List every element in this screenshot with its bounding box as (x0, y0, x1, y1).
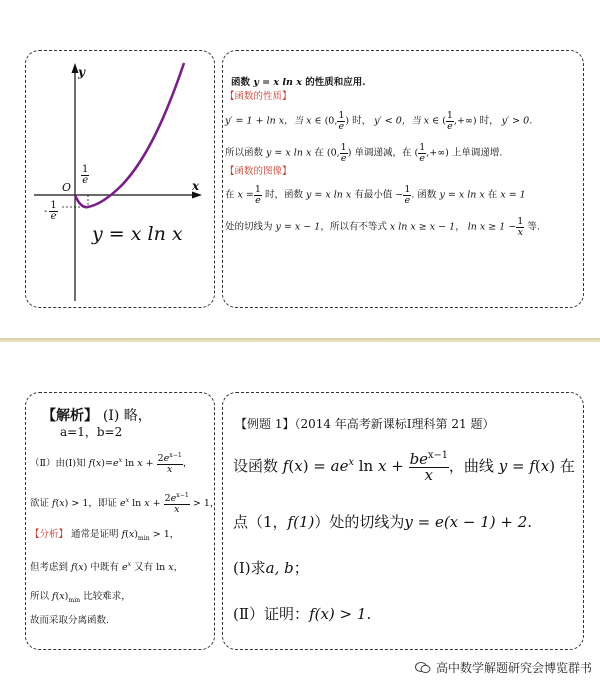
analysis-consider: 但考虑到 f(x) 中既有 $e^x$ 又有 ln x， (30, 561, 184, 574)
example-q1: (Ⅰ)求a, b； (233, 559, 309, 577)
graph-card (25, 50, 215, 308)
analysis-values: a=1，b=2 (60, 425, 123, 439)
example-card (222, 392, 584, 650)
example-line1: 设函数 $f(x) = ae^x$ ln x + $\frac{be^{x-1}}{x}$ ，曲线 y = f(x) 在 (233, 450, 575, 484)
graph-caption: y = x ln x (92, 223, 183, 245)
example-heading: 【例题 1】（2014 年高考新课标Ⅰ理科第 21 题） (235, 417, 495, 431)
top-slide (0, 0, 600, 336)
analysis-prove: 欲证 f(x) > 1，即证 $e^x$ ln x + $\frac{2e^{x-1}}{x}$ > 1， (30, 492, 220, 515)
axis-x-label: x (192, 179, 200, 193)
function-graph (26, 51, 216, 309)
tick-one-over-e: $\frac{1}{e}$ (82, 164, 89, 186)
analysis-part2: （Ⅱ）由(Ⅰ)知 $f(x)=e^x$ ln x + $\frac{2e^{x-1}}{x}$ ， (30, 452, 193, 475)
tick-neg-one-over-e: - $\frac{1}{e}$ (44, 200, 57, 222)
curve-xlnx (75, 63, 184, 207)
analysis-card (25, 392, 220, 650)
analysis-so: 所以 $f(x)_{min}$ 比较难求， (30, 591, 131, 604)
analysis-final: 故而采取分离函数. (30, 615, 110, 626)
section-property: 【函数的性质】 (225, 91, 292, 102)
analysis-note: 【分析】 通常是证明 $f(x)_{min} > 1$， (30, 529, 180, 542)
example-q2: (Ⅱ）证明：f(x) > 1. (233, 605, 372, 623)
bottom-slide (0, 346, 600, 682)
section-image: 【函数的图像】 (225, 166, 292, 177)
props-title: 函数 y = x ln x 的性质和应用. (231, 77, 366, 88)
origin-label: O (62, 181, 72, 194)
tangent-line: 处的切线为 y = x − 1，所以有不等式 x ln x ≥ x − 1， ln x ≥ 1 − $\frac{1}{x}$ 等. (225, 216, 540, 238)
properties-card (222, 50, 584, 308)
analysis-heading: 【解析】 (I) 略， (42, 408, 152, 424)
axis-y-label: y (78, 65, 85, 79)
min-line: 在 x = $\frac{1}{e}$ 时，函数 y = x ln x 有最小值 − $\frac{1}{e}$ . 函数 y = x ln x 在 x = 1 (225, 184, 526, 206)
monotone-line: 所以函数 y = x ln x 在 (0, $\frac{1}{e}$ ) 单调递减，在 ( $\frac{1}{e}$ ,+∞) 上单调递增. (225, 142, 503, 164)
slide-divider (0, 338, 600, 342)
watermark: 高中数学解题研究会博览群书 (415, 659, 592, 676)
derivative-line: y′ = 1 + ln x，当 x ∈ (0, $\frac{1}{e}$ ) 时， y′ < 0，当 x ∈ ( $\frac{1}{e}$ ,+∞) 时， y′ > 0. (225, 110, 533, 132)
example-line2: 点（1，f(1)）处的切线为y = e(x − 1) + 2. (233, 513, 533, 531)
wechat-icon (415, 661, 431, 674)
